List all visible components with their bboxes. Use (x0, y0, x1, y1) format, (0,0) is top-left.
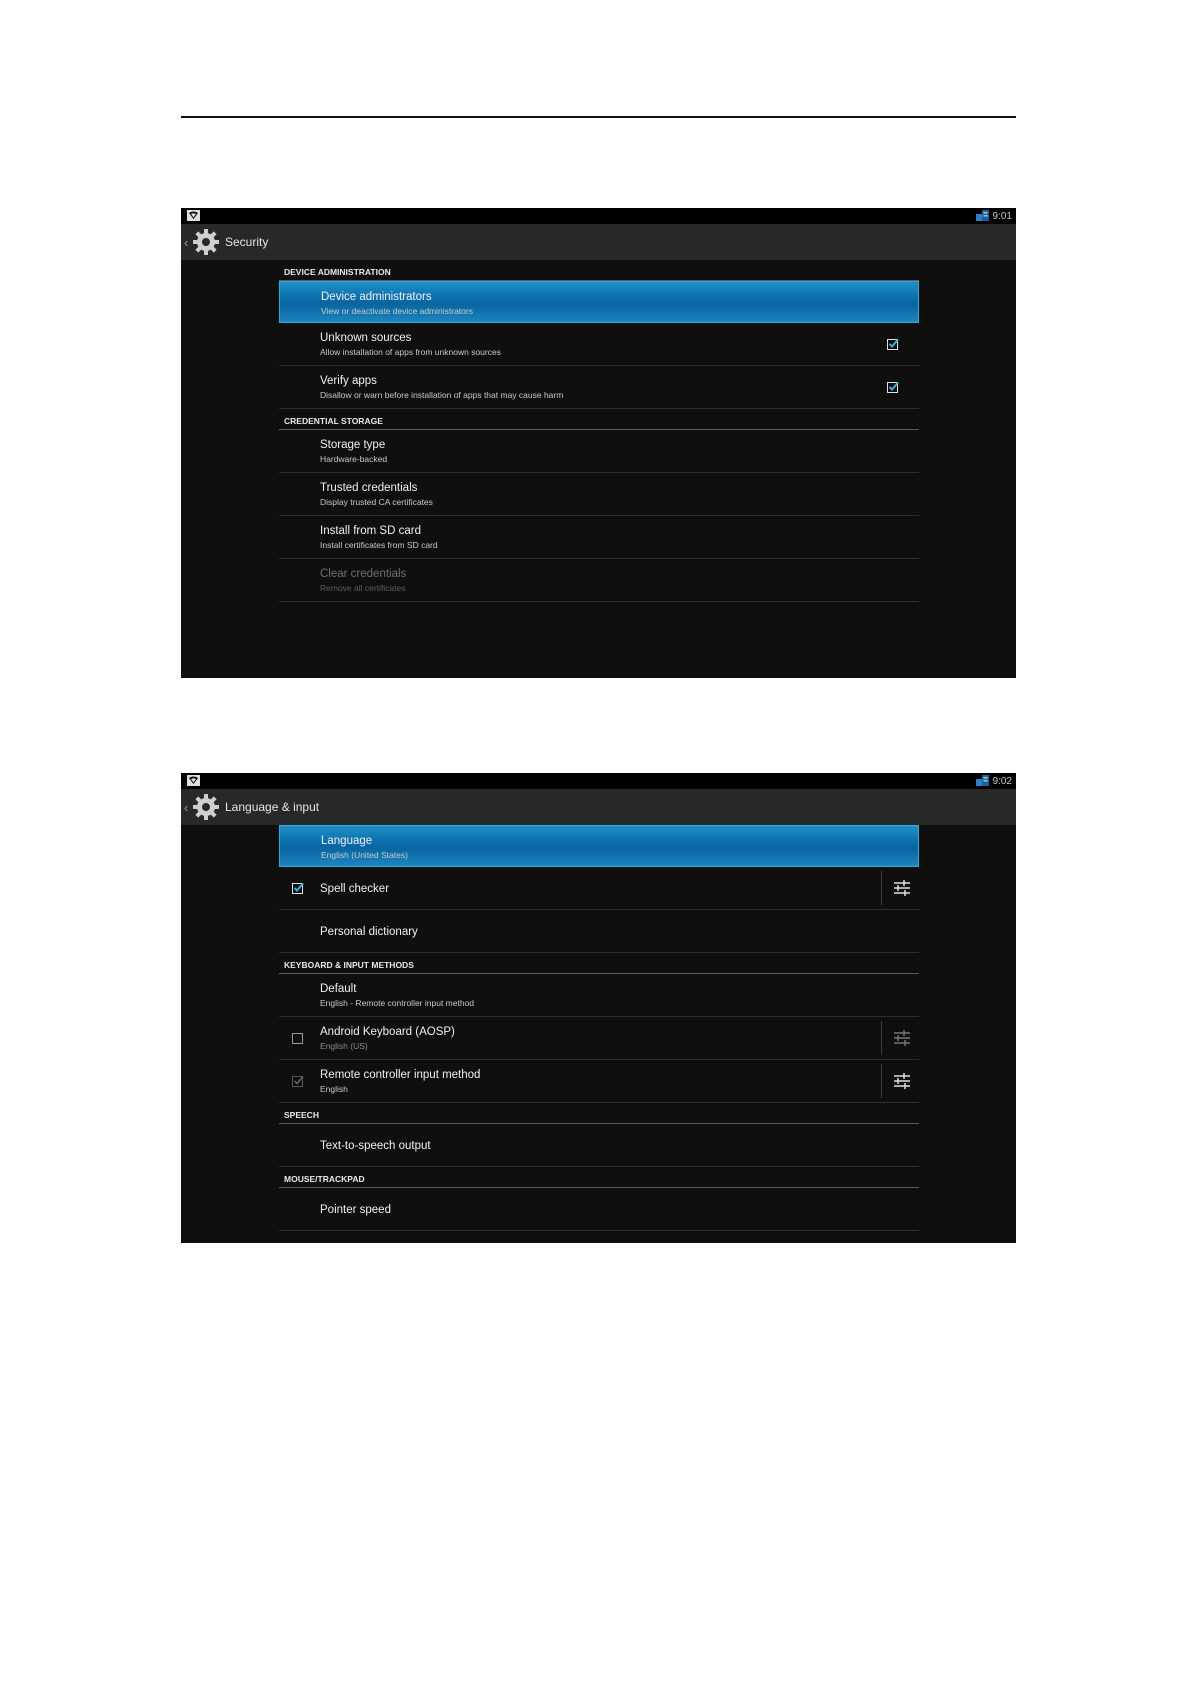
vertical-divider (881, 1064, 882, 1098)
language-input-screen (181, 773, 1016, 1243)
notification-icon (187, 775, 200, 786)
pref-spell-checker[interactable] (279, 867, 919, 910)
status-right-group (976, 209, 1012, 223)
pref-title: Language (321, 835, 373, 847)
notification-icon (187, 210, 200, 221)
screen-title: Language & input (225, 800, 320, 814)
back-chevron-icon[interactable]: ‹ (184, 799, 189, 815)
pref-summary: Disallow or warn before installation of apps that may cause harm (320, 390, 564, 400)
language-input-list (279, 825, 919, 1231)
pref-title: Remote controller input method (320, 1069, 481, 1081)
section-header: SPEECH (279, 1103, 919, 1124)
pref-summary: Display trusted CA certificates (320, 497, 433, 507)
pref-android-keyboard[interactable] (279, 1017, 919, 1060)
section-header: CREDENTIAL STORAGE (279, 409, 919, 430)
pref-default-keyboard[interactable] (279, 974, 919, 1017)
settings-gear-icon (192, 793, 220, 821)
pref-title: Personal dictionary (320, 926, 418, 938)
pref-device-administrators[interactable] (279, 281, 919, 323)
pref-summary: English (US) (320, 1041, 368, 1051)
back-chevron-icon[interactable]: ‹ (184, 234, 189, 250)
security-list (279, 260, 919, 602)
pref-summary: English (320, 1084, 348, 1094)
pref-summary: English - Remote controller input method (320, 998, 475, 1008)
pref-title: Pointer speed (320, 1204, 391, 1216)
pref-remote-controller-input[interactable] (279, 1060, 919, 1103)
pref-title: Default (320, 983, 357, 995)
screen-title: Security (225, 235, 269, 249)
tune-settings-icon[interactable] (893, 879, 911, 897)
vertical-divider (881, 871, 882, 905)
status-bar (181, 773, 1016, 789)
pref-summary: English (United States) (321, 850, 408, 860)
pref-title: Storage type (320, 439, 386, 451)
checkbox-unchecked-icon[interactable] (292, 1032, 304, 1044)
section-header: MOUSE/TRACKPAD (279, 1167, 919, 1188)
pref-summary: Remove all certificates (320, 583, 406, 593)
checkbox-checked-icon[interactable] (887, 381, 899, 393)
network-icon (976, 210, 989, 222)
pref-storage-type[interactable] (279, 430, 919, 473)
pref-text-to-speech[interactable] (279, 1124, 919, 1167)
section-header: DEVICE ADMINISTRATION (279, 260, 919, 281)
status-bar (181, 208, 1016, 224)
pref-clear-credentials (279, 559, 919, 602)
pref-title: Clear credentials (320, 568, 407, 580)
pref-language[interactable] (279, 825, 919, 867)
tune-settings-icon[interactable] (893, 1072, 911, 1090)
pref-title: Install from SD card (320, 525, 421, 537)
network-icon (976, 775, 989, 787)
pref-summary: Install certificates from SD card (320, 540, 438, 550)
pref-personal-dictionary[interactable] (279, 910, 919, 953)
pref-title: Spell checker (320, 883, 390, 895)
security-screen (181, 208, 1016, 678)
action-bar[interactable] (181, 789, 1016, 825)
checkbox-checked-icon[interactable] (887, 338, 899, 350)
pref-summary: Allow installation of apps from unknown sources (320, 347, 501, 357)
pref-title: Trusted credentials (320, 482, 418, 494)
clock: 9:02 (992, 775, 1012, 787)
pref-pointer-speed[interactable] (279, 1188, 919, 1231)
pref-unknown-sources[interactable] (279, 323, 919, 366)
pref-title: Unknown sources (320, 332, 412, 344)
action-bar[interactable] (181, 224, 1016, 260)
pref-title: Text-to-speech output (320, 1140, 431, 1152)
page-top-rule (181, 116, 1016, 118)
pref-title: Verify apps (320, 375, 377, 387)
checkbox-checked-icon[interactable] (292, 882, 304, 894)
pref-trusted-credentials[interactable] (279, 473, 919, 516)
pref-summary: View or deactivate device administrators (321, 306, 473, 316)
settings-gear-icon (192, 228, 220, 256)
pref-verify-apps[interactable] (279, 366, 919, 409)
section-header: KEYBOARD & INPUT METHODS (279, 953, 919, 974)
status-right-group (976, 774, 1012, 788)
pref-title: Android Keyboard (AOSP) (320, 1026, 455, 1038)
pref-title: Device administrators (321, 291, 432, 303)
tune-settings-icon (893, 1029, 911, 1047)
clock: 9:01 (992, 210, 1012, 222)
checkbox-checked-disabled-icon (292, 1075, 304, 1087)
pref-summary: Hardware-backed (320, 454, 388, 464)
pref-install-from-sd-card[interactable] (279, 516, 919, 559)
vertical-divider (881, 1021, 882, 1055)
